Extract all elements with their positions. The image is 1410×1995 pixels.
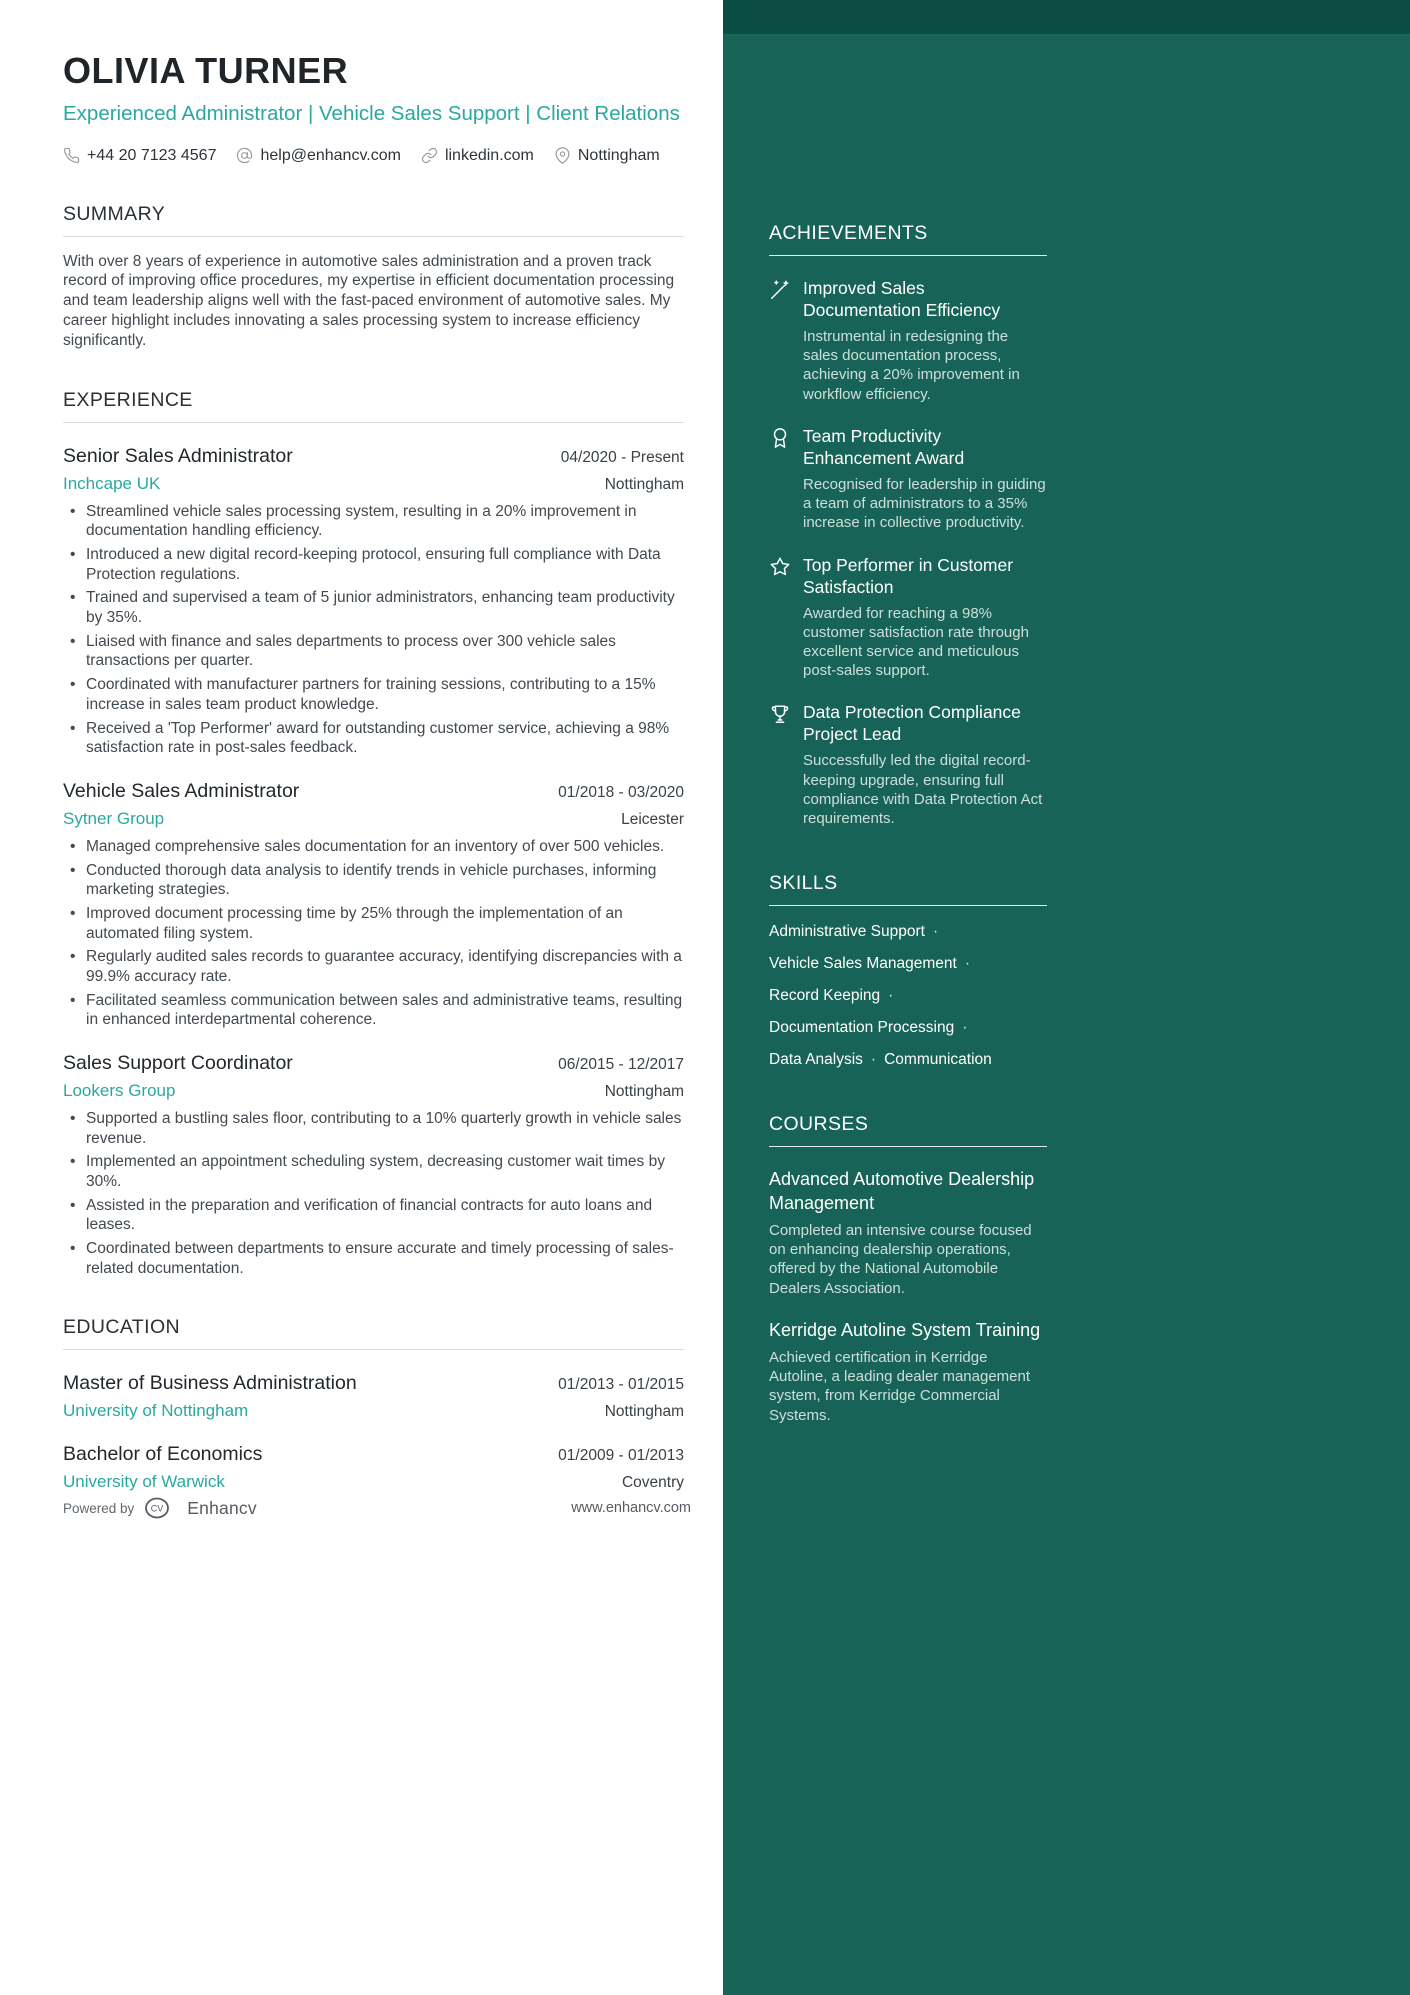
magic-wand-icon [769, 279, 791, 301]
star-icon [769, 556, 791, 578]
powered-by [63, 1496, 257, 1520]
bullet: • Improved document processing time by 25% through the implementation of an automated filing system. [63, 904, 684, 943]
achievement-title: Top Performer in Customer Satisfaction [803, 554, 1014, 597]
bullet: • Regularly audited sales records to guarantee accuracy, identifying discrepancies with a 99.9% accuracy rate. [63, 947, 684, 986]
page-footer [63, 1496, 691, 1520]
bullet: • Liaised with finance and sales departments to process over 300 vehicle sales transactions per quarter. [63, 632, 684, 671]
achievement-title: Data Protection Compliance Project Lead [803, 702, 1021, 745]
skill-separator: · [888, 987, 894, 1005]
summary-text: With over 8 years of experience in automotive sales administration and a proven track record of improving office procedures, my expertise in efficient documentation processing and team leadership aligns well with the fast-paced environment of automotive sales. My career highlight includes innovating a sales processing system to increase efficiency significantly. [63, 252, 675, 349]
bullet: • Coordinated between departments to ensure accurate and timely processing of sales-related documentation. [63, 1239, 684, 1278]
skill-item: Data Analysis · [769, 1051, 877, 1069]
location-contact [554, 147, 660, 165]
bullet: • Assisted in the preparation and verification of financial contracts for auto loans and leases. [63, 1196, 684, 1235]
main-column [63, 0, 684, 1492]
degree-entry [63, 1443, 684, 1492]
job-bullets [63, 837, 684, 1030]
resume-header [63, 50, 684, 165]
course-item [769, 1319, 1047, 1425]
skill-item: Record Keeping · [769, 987, 894, 1005]
skill-separator: · [870, 1051, 877, 1069]
location-pin-icon [554, 147, 571, 164]
brand-name: Enhancv [187, 1497, 257, 1518]
linkedin-contact[interactable] [421, 147, 534, 165]
bullet: • Streamlined vehicle sales processing system, resulting in a 20% improvement in documentation handling efficiency. [63, 502, 684, 541]
job-company: Lookers Group [63, 1080, 176, 1100]
achievement-title: Team Productivity Enhancement Award [803, 425, 965, 468]
sidebar-content [769, 222, 1047, 1425]
bullet: • Supported a bustling sales floor, contributing to a 10% quarterly growth in vehicle sales revenue. [63, 1109, 684, 1148]
enhancv-logo[interactable] [144, 1496, 257, 1520]
contact-row [63, 147, 684, 165]
summary-section [63, 203, 684, 351]
job-entry [63, 445, 684, 758]
at-sign-icon [236, 147, 253, 164]
degree-school: University of Warwick [63, 1472, 225, 1492]
achievement-item [769, 701, 1047, 828]
job-location: Leicester [621, 810, 684, 828]
job-location: Nottingham [604, 475, 684, 493]
skill-item: Vehicle Sales Management · [769, 955, 971, 973]
degree-dates: 01/2013 - 01/2015 [558, 1376, 684, 1394]
award-ribbon-icon [769, 427, 791, 449]
achievement-text [803, 277, 1047, 404]
achievements-heading: ACHIEVEMENTS [769, 222, 1047, 256]
course-description: Completed an intensive course focused on enhancing dealership operations, offered by the National Automobile Dealers Association. [769, 1221, 1032, 1297]
education-section [63, 1316, 684, 1492]
skills-list [769, 923, 1047, 1069]
degree-title: Master of Business Administration [63, 1372, 357, 1395]
achievement-text [803, 554, 1047, 681]
job-entry [63, 780, 684, 1030]
achievement-description: Instrumental in redesigning the sales documentation process, achieving a 20% improvement in workflow efficiency. [803, 328, 1020, 403]
sidebar-top-band [723, 0, 1410, 34]
skill-separator: · [962, 1019, 968, 1037]
bullet: • Managed comprehensive sales documentation for an inventory of over 500 vehicles. [63, 837, 684, 857]
svg-text:CV: CV [151, 1503, 164, 1514]
summary-heading: SUMMARY [63, 203, 684, 237]
job-entry [63, 1052, 684, 1278]
degree-school: University of Nottingham [63, 1401, 249, 1421]
job-bullets [63, 502, 684, 758]
sidebar [723, 0, 1410, 1995]
course-item [769, 1168, 1047, 1298]
degree-location: Coventry [621, 1474, 684, 1492]
degree-title: Bachelor of Economics [63, 1443, 263, 1466]
skills-section [769, 872, 1047, 1069]
achievement-description: Successfully led the digital record-keeping upgrade, ensuring full compliance with Data Protection Act requirements. [803, 752, 1043, 827]
job-company: Inchcape UK [63, 473, 161, 493]
email-address: help@enhancv.com [260, 146, 401, 164]
achievement-text [803, 701, 1047, 828]
achievement-description: Awarded for reaching a 98% customer satisfaction rate through excellent service and meticulous post-sales support. [803, 604, 1029, 680]
linkedin-url: linkedin.com [444, 146, 534, 164]
job-dates: 01/2018 - 03/2020 [558, 783, 684, 801]
phone-icon [63, 147, 80, 164]
course-title: Advanced Automotive Dealership Management [769, 1169, 1035, 1213]
job-title: Vehicle Sales Administrator [63, 779, 300, 802]
candidate-headline: Experienced Administrator | Vehicle Sales Support | Client Relations [63, 102, 680, 125]
experience-heading: EXPERIENCE [63, 389, 684, 423]
powered-by-label: Powered by [63, 1500, 135, 1516]
course-title: Kerridge Autoline System Training [769, 1319, 1041, 1340]
bullet: • Received a 'Top Performer' award for outstanding customer service, achieving a 98% satisfaction rate in post-sales feedback. [63, 719, 684, 758]
experience-section [63, 389, 684, 1278]
skill-item: Administrative Support · [769, 923, 939, 941]
trophy-icon [769, 703, 791, 725]
bullet: • Conducted thorough data analysis to identify trends in vehicle purchases, informing marketing strategies. [63, 861, 684, 900]
bullet: • Coordinated with manufacturer partners for training sessions, contributing to a 15% increase in sales team product knowledge. [63, 675, 684, 714]
job-location: Nottingham [604, 1082, 684, 1100]
job-company: Sytner Group [63, 808, 165, 828]
course-description: Achieved certification in Kerridge Autoline, a leading dealer management system, from Kerridge Commercial Systems. [769, 1349, 1031, 1424]
courses-heading: COURSES [769, 1113, 1047, 1147]
website-link[interactable]: www.enhancv.com [571, 1500, 691, 1516]
degree-entry [63, 1372, 684, 1421]
location-text: Nottingham [577, 146, 660, 164]
phone-number: +44 20 7123 4567 [87, 146, 217, 164]
enhancv-logo-icon [144, 1496, 180, 1520]
job-dates: 04/2020 - Present [560, 448, 684, 466]
phone-contact[interactable] [63, 147, 216, 165]
achievement-text [803, 425, 1047, 533]
skill-item: Communication [884, 1051, 992, 1069]
bullet: • Trained and supervised a team of 5 junior administrators, enhancing team productivity by 35%. [63, 588, 684, 627]
job-dates: 06/2015 - 12/2017 [558, 1055, 684, 1073]
achievement-description: Recognised for leadership in guiding a team of administrators to a 35% increase in collective productivity. [803, 475, 1046, 532]
degree-dates: 01/2009 - 01/2013 [558, 1447, 684, 1465]
email-contact[interactable] [236, 147, 400, 165]
candidate-name: OLIVIA TURNER [63, 50, 349, 91]
degree-location: Nottingham [604, 1403, 684, 1421]
achievement-title: Improved Sales Documentation Efficiency [803, 278, 1001, 321]
achievement-item [769, 554, 1047, 681]
bullet: • Implemented an appointment scheduling system, decreasing customer wait times by 30%. [63, 1152, 684, 1191]
courses-section [769, 1113, 1047, 1425]
achievement-item [769, 425, 1047, 533]
bullet: • Facilitated seamless communication between sales and administrative teams, resulting in enhanced interdepartmental coherence. [63, 991, 684, 1030]
job-title: Sales Support Coordinator [63, 1051, 293, 1074]
skills-heading: SKILLS [769, 872, 1047, 906]
skill-separator: · [964, 955, 971, 973]
skill-separator: · [932, 923, 939, 941]
skill-item: Documentation Processing · [769, 1019, 968, 1037]
bullet: • Introduced a new digital record-keeping protocol, ensuring full compliance with Data Protection regulations. [63, 545, 684, 584]
education-heading: EDUCATION [63, 1316, 684, 1350]
job-title: Senior Sales Administrator [63, 444, 293, 467]
achievement-item [769, 277, 1047, 404]
link-icon [421, 147, 438, 164]
achievements-section [769, 222, 1047, 828]
job-bullets [63, 1109, 684, 1278]
